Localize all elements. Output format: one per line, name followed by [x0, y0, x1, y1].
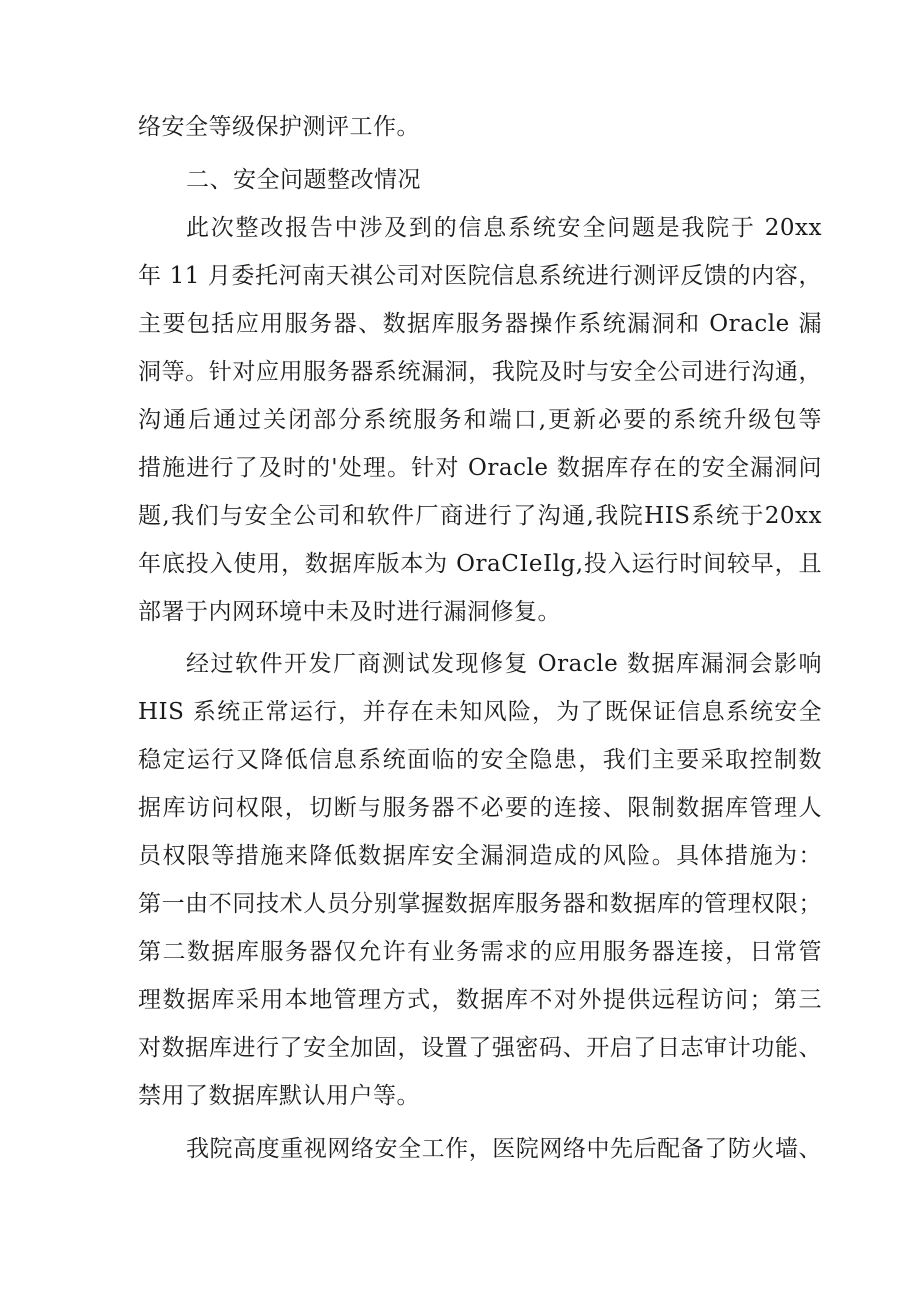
text-line-13: HIS 系统正常运行，并存在未知风险，为了既保证信息系统安全 [138, 699, 822, 725]
text-line-17: 第一由不同技术人员分别掌握数据库服务器和数据库的管理权限； [138, 891, 822, 917]
text-line-4: 年 11 月委托河南天祺公司对医院信息系统进行测评反馈的内容， [138, 263, 822, 289]
text-line-6: 洞等。针对应用服务器系统漏洞，我院及时与安全公司进行沟通， [138, 359, 822, 385]
text-line-22: 我院高度重视网络安全工作，医院网络中先后配备了防火墙、 [186, 1136, 822, 1162]
text-line-14: 稳定运行又降低信息系统面临的安全隐患，我们主要采取控制数 [138, 747, 822, 773]
text-line-20: 对数据库进行了安全加固，设置了强密码、开启了日志审计功能、 [138, 1035, 822, 1061]
text-line-18: 第二数据库服务器仅允许有业务需求的应用服务器连接，日常管 [138, 939, 822, 965]
text-line-12: 经过软件开发厂商测试发现修复 Oracle 数据库漏洞会影响 [186, 651, 822, 677]
text-line-9: 题,我们与安全公司和软件厂商进行了沟通,我院HIS系统于20xx [138, 503, 822, 529]
text-line-5: 主要包括应用服务器、数据库服务器操作系统漏洞和 Oracle 漏 [138, 311, 822, 337]
text-line-10: 年底投入使用，数据库版本为 OraCIeIlg,投入运行时间较早，且 [138, 551, 822, 577]
text-line-8: 措施进行了及时的'处理。针对 Oracle 数据库存在的安全漏洞问 [138, 455, 822, 481]
text-line-16: 员权限等措施来降低数据库安全漏洞造成的风险。具体措施为： [138, 843, 822, 869]
text-line-11: 部署于内网环境中未及时进行漏洞修复。 [138, 599, 561, 625]
text-line-1: 络安全等级保护测评工作。 [138, 114, 420, 140]
text-line-3: 此次整改报告中涉及到的信息系统安全问题是我院于 20xx [186, 215, 822, 241]
text-line-15: 据库访问权限，切断与服务器不必要的连接、限制数据库管理人 [138, 795, 822, 821]
text-line-21: 禁用了数据库默认用户等。 [138, 1083, 420, 1109]
text-line-19: 理数据库采用本地管理方式，数据库不对外提供远程访问；第三 [138, 987, 822, 1013]
section-heading: 二、安全问题整改情况 [186, 167, 421, 193]
text-line-7: 沟通后通过关闭部分系统服务和端口,更新必要的系统升级包等 [138, 407, 822, 433]
